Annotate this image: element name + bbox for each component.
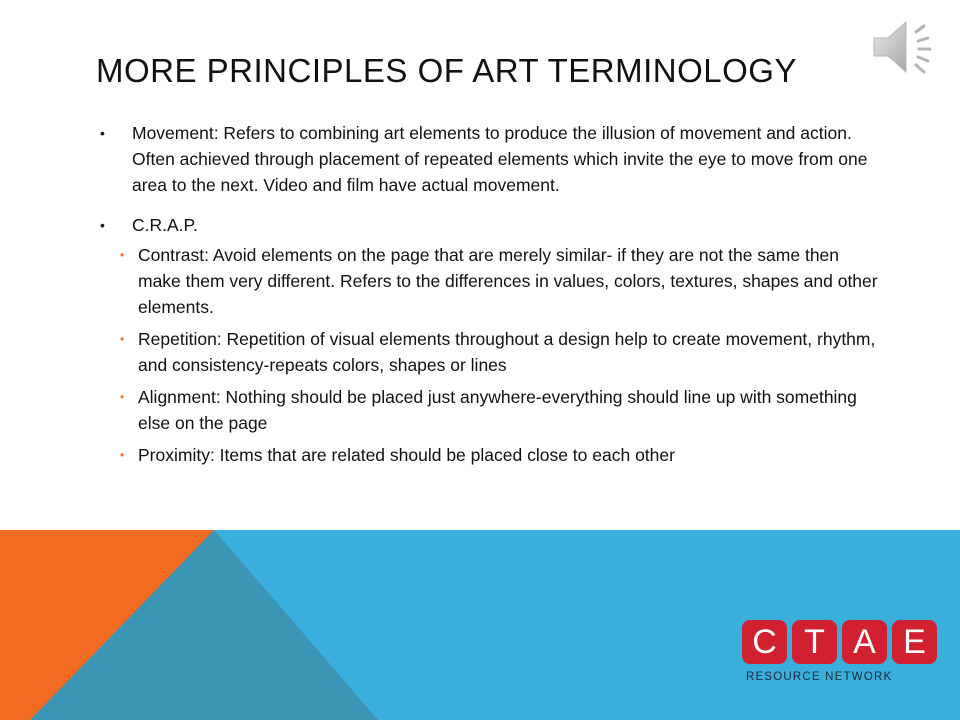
logo-letter: E — [892, 620, 937, 664]
logo-subtitle: RESOURCE NETWORK — [746, 671, 893, 683]
sub-bullet-text: Proximity: Items that are related should be placed close to each other — [138, 445, 675, 465]
bullet-icon: • — [120, 448, 125, 462]
bullet-icon: • — [100, 217, 105, 233]
sub-bullet-contrast — [100, 242, 880, 320]
logo-letter: C — [742, 620, 787, 664]
slide-title: MORE PRINCIPLES OF ART TERMINOLOGY — [96, 52, 797, 89]
bullet-icon: • — [100, 125, 105, 141]
logo-letter: T — [792, 620, 837, 664]
sub-bullet-text: Alignment: Nothing should be placed just anywhere-everything should line up with something else on the page — [138, 387, 857, 433]
sub-bullet-alignment — [100, 384, 880, 436]
bullet-movement — [100, 120, 880, 198]
sub-bullet-text: Contrast: Avoid elements on the page that are merely similar- if they are not the same then make them very different. Refers to the differences in values, colors, textures, shapes and other elements. — [138, 245, 878, 317]
bullet-crap — [100, 212, 880, 238]
bullet-icon: • — [120, 390, 125, 404]
sub-bullet-repetition — [100, 326, 880, 378]
sub-bullet-proximity — [100, 442, 880, 468]
bullet-icon: • — [120, 332, 125, 346]
speaker-icon[interactable] — [866, 14, 938, 80]
bullet-text: Movement: Refers to combining art elements to produce the illusion of movement and action. Often achieved through placement of repeated elements which invite the eye to move from one area to the next. Video and film have actual movement. — [132, 123, 868, 195]
ctae-logo — [742, 620, 938, 690]
bullet-icon: • — [120, 248, 125, 262]
logo-letter: A — [842, 620, 887, 664]
sub-bullet-text: Repetition: Repetition of visual elements throughout a design help to create movement, rhythm, and consistency-repeats colors, shapes or lines — [138, 329, 876, 375]
bullet-list — [100, 120, 880, 474]
bullet-text: C.R.A.P. — [132, 215, 198, 235]
